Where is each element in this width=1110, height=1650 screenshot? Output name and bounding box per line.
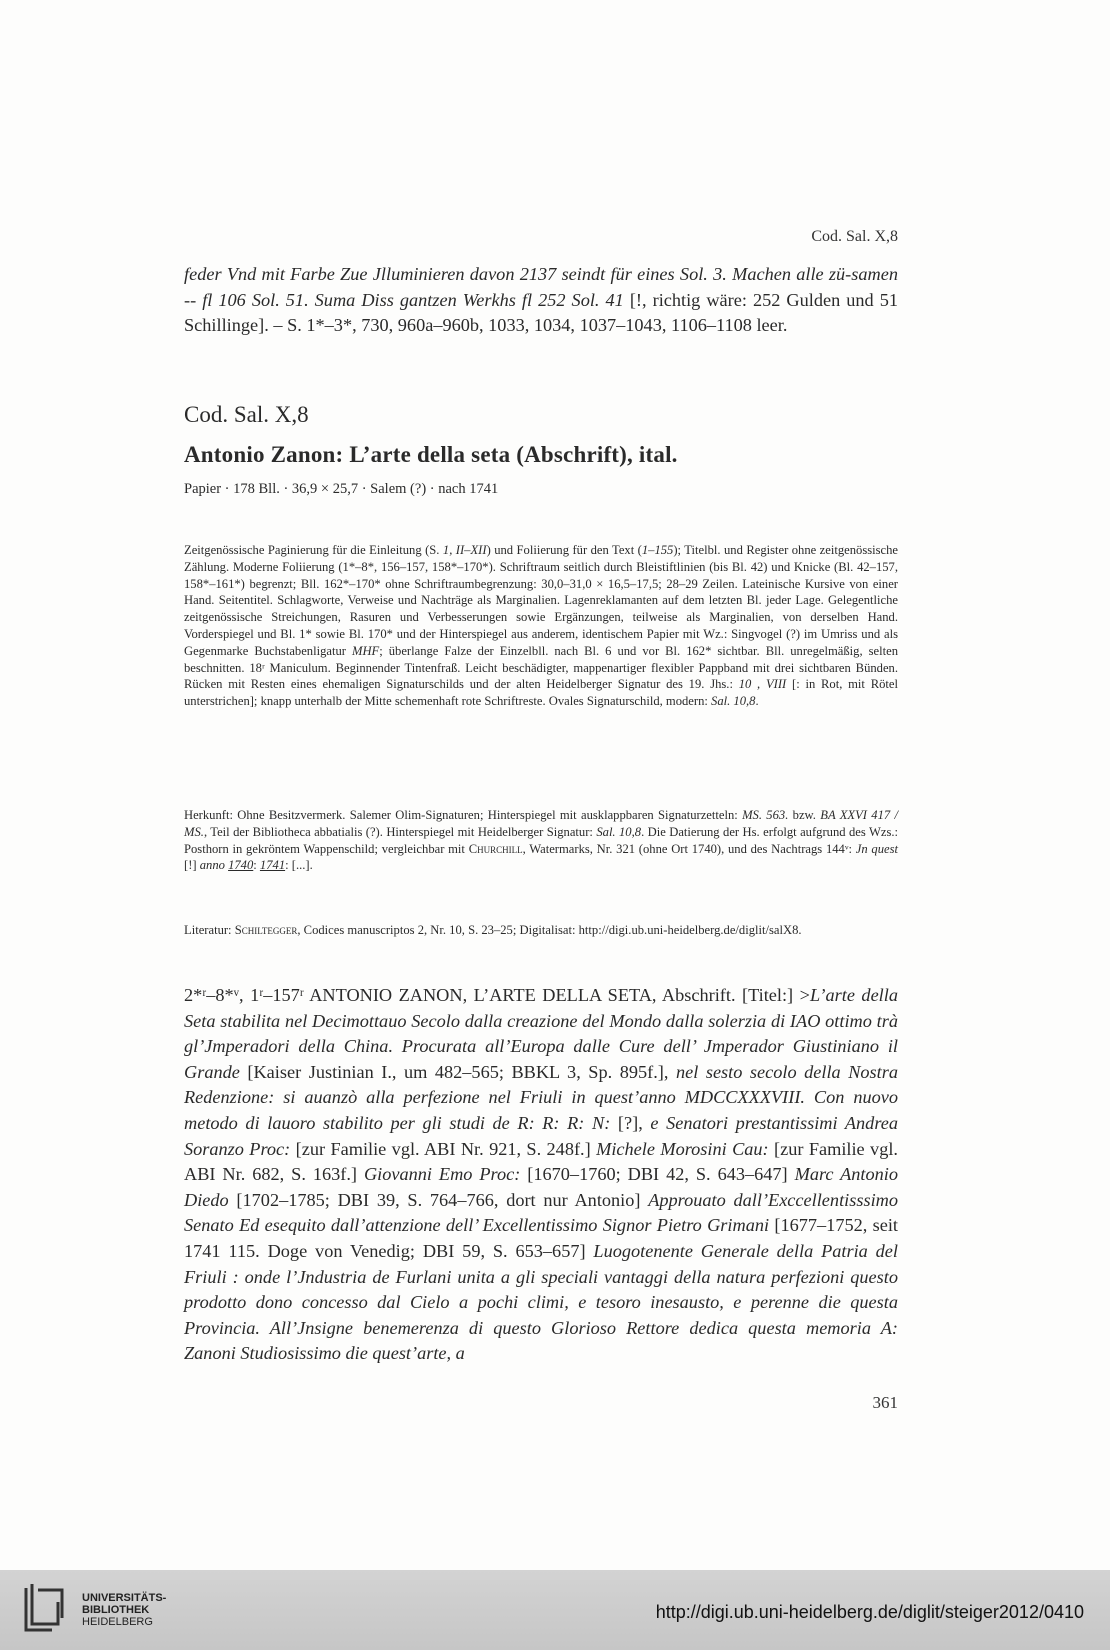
entry-signature: Cod. Sal. X,8 — [184, 402, 309, 427]
library-logo-text[interactable]: UNIVERSITÄTS- BIBLIOTHEK HEIDELBERG — [82, 1592, 167, 1628]
entry-meta: Papier · 178 Bll. · 36,9 × 25,7 · Salem (?) · nach 1741 — [184, 481, 499, 497]
entry-title: Antonio Zanon: L’arte della seta (Abschrift), ital. — [184, 442, 678, 467]
permalink-url[interactable]: http://digi.ub.uni-heidelberg.de/diglit/steiger2012/0410 — [655, 1602, 1084, 1622]
description-paragraph: Zeitgenössische Paginierung für die Einleitung (S. 1, II–XII) und Foliierung für den Text (1–155); Titelbl. und Register ohne zeitgenössische Zählung. Moderne Foliierung (1*–8*, 156–157, 158*–170*). Schriftraum seitlich durch Bleistiftlinien (bis Bl. 42) und Knicke (Bl. 42–157, 158*–161*) begrenzt; Bll. 162*–170* ohne Schriftraumbegrenzung: 30,0–31,0 × 16,5–17,5; 28–29 Zeilen. Lateinische Kursive von einer Hand. Seitentitel. Schlagworte, Verweise und Nachträge als Marginalien. Lagenreklamanten auf dem letzten Bl. jeder Lage. Gelegentliche zeitgenössische Streichungen, Rasuren und Verbesserungen sowie Ergänzungen, teilweise als Marginalien, von derselben Hand. Vorderspiegel und Bl. 1* sowie Bl. 170* und der Hinterspiegel aus anderem, identischem Papier mit Wz.: Singvogel (?) im Umriss und als Gegenmarke Buchstabenligatur MHF; überlange Falze der Einzelbll. nach Bl. 6 und vor Bl. 162* sichtbar. Bll. unregelmäßig, selten beschnitten. 18ʳ Maniculum. Beginnender Tintenfraß. Leicht beschädigter, mappenartiger flexibler Pappband mit drei sichtbaren Bünden. Rücken mit Resten eines ehemaligen Signaturschilds und der alten Heidelberger Signatur des 19. Jhs.: 10 , VIII [: in Rot, mit Rötel unterstrichen]; knapp unterhalb der Mitte schemenhaft rote Schriftreste. Ovales Signaturschild, modern: Sal. 10,8. — [184, 543, 899, 709]
contents-paragraph: 2*ʳ–8*ᵛ, 1ʳ–157ʳ ANTONIO ZANON, L’ARTE DELLA SETA, Abschrift. [Titel:] >L’arte della Seta stabilita nel Decimottauo Secolo dalla creazione del Mondo dalla solerzia di IAO ottimo trà gl’Jmperadori della China. Procurata all’Europa dalle Cure dell’ Jmperador Giustiniano il Grande [Kaiser Justinian I., um 482–565; BBKL 3, Sp. 895f.], nel sesto secolo della Nostra Redenzione: si auanzò alla perfezione nel Friuli in quest’anno MDCCXXXVIII. Con nuovo metodo di lauoro stabilito per gli studi de R: R: R: N: [?], e Senatori prestantissimi Andrea Soranzo Proc: [zur Familie vgl. ABI Nr. 921, S. 248f.] Michele Morosini Cau: [zur Familie vgl. ABI Nr. 682, S. 163f.] Giovanni Emo Proc: [1670–1760; DBI 42, S. 643–647] Marc Antonio Diedo [1702–1785; DBI 39, S. 764–766, dort nur Antonio] Approuato dall’Exccellentisssimo Senato Ed esequito dall’attenzione dell’ Excellentissimo Signor Pietro Grimani [1677–1752, seit 1741 115. Doge von Venedig; DBI 59, S. 653–657] Luogotenente Generale della Patria del Friuli : onde l’Jndustria de Furlani unita a gli speciali vantaggi della natura perfezioni questo prodotto dono concesso dal Cielo a pochi climi, e tesoro inesausto, e perenne die questa Provincia. All’Jnsigne benemerenza di questo Glorioso Rettore dedica questa memoria A: Zanoni Studiosissimo die quest’arte, a — [184, 985, 899, 1364]
provenance-paragraph: Herkunft: Ohne Besitzvermerk. Salemer Olim-Signaturen; Hinterspiegel mit ausklappbaren Signaturzetteln: MS. 563. bzw. BA XXVI 417 / MS., Teil der Bibliotheca abbatialis (?). Hinterspiegel mit Heidelberger Signatur: Sal. 10,8. Die Datierung der Hs. erfolgt aufgrund des Wzs.: Posthorn in gekröntem Wappenschild; vergleichbar mit Churchill, Watermarks, Nr. 321 (ohne Ort 1740), und des Nachtrags 144ᵛ: Jn quest [!] anno 1740: 1741: [...]. — [184, 808, 898, 873]
literature-paragraph: Literatur: Schiltegger, Codices manuscriptos 2, Nr. 10, S. 23–25; Digitalisat: http://digi.ub.uni-heidelberg.de/diglit/salX8. — [184, 923, 802, 937]
continuation-italic: feder Vnd mit Farbe Zue Jlluminieren davon 2137 seindt für eines Sol. 3. Machen alle zü-samen -- fl 106 Sol. 51. Suma Diss gantzen Werkhs fl 252 Sol. 41 — [184, 264, 898, 310]
entry-heading — [184, 402, 898, 498]
continuation-text: [!, richtig wäre: 252 Gulden und 51 Schillinge]. – S. 1*–3*, 730, 960a–960b, 1033, 1034, 1037–1043, 1106–1108 leer. — [184, 289, 898, 336]
running-head: Cod. Sal. X,8 — [811, 228, 898, 245]
page-number: 361 — [872, 1393, 898, 1412]
continuation-paragraph — [184, 262, 898, 339]
ub-heidelberg-logo-icon[interactable] — [22, 1582, 68, 1634]
viewer-footer-bar — [0, 1570, 1110, 1650]
